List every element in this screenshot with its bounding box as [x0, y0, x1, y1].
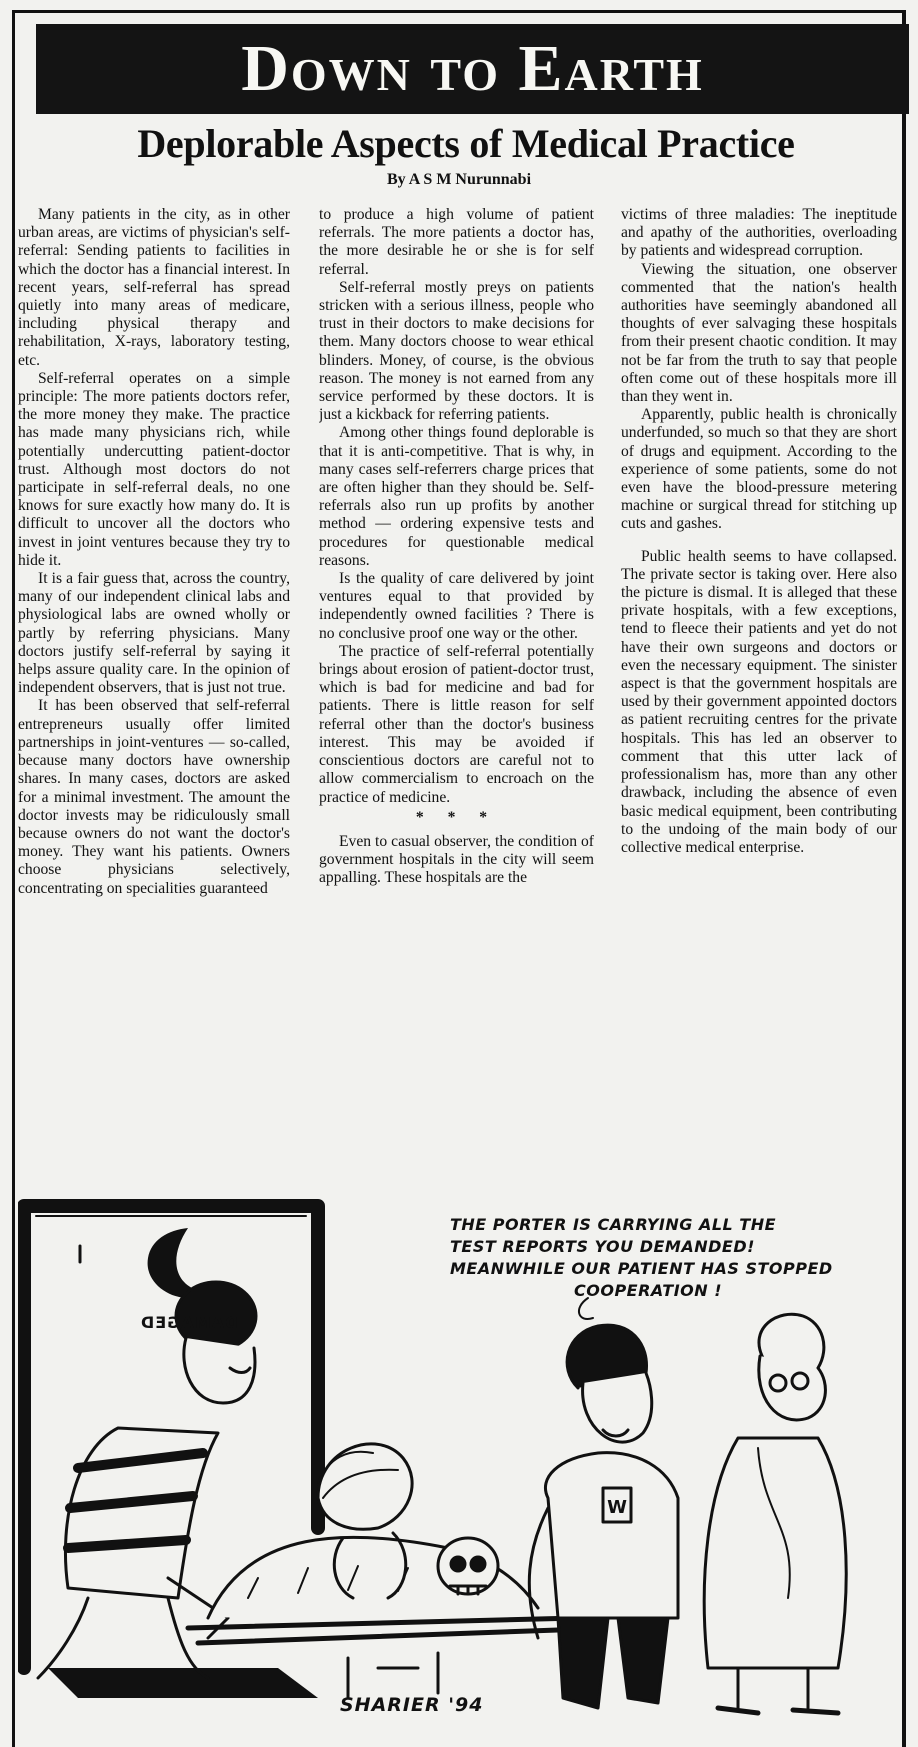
shirt-letter: W [607, 1497, 627, 1518]
paragraph: victims of three maladies: The ineptitude and apathy of the authorities, overloading by patients and widespread corruption. [621, 206, 897, 260]
caption-line: COOPERATION ! [574, 1281, 722, 1300]
section-divider: * * * [415, 808, 498, 826]
floor-shadow [48, 1668, 318, 1698]
paragraph: Even to casual observer, the condition of government hospitals in the city will seem appalling. These hospitals are the [319, 832, 594, 887]
door-sign: DAMAGED [140, 1313, 239, 1332]
paragraph: The practice of self-referral potentially brings about erosion of patient-doctor trust, which is bad for medicine and bad for patients. There is little reason for self referral other than the doctor's business interest. This may be avoided if conscientious doctors are careful not to allow commercialism to encroach on the practice of medicine. [319, 642, 594, 806]
paragraph: Self-referral mostly preys on patients stricken with a serious illness, people who trust in their doctors to make decisions for them. Many doctors choose to wear ethical blinders. Money, of course, is the obvious reason. The money is not earned from any service performed by these doctors. It is just a kickback for referring patients. [319, 278, 594, 424]
senior-doctor-figure [704, 1314, 846, 1713]
paragraph: It has been observed that self-referral entrepreneurs usually offer limited partnerships in joint-ventures — so-called, because many doctors have ownership shares. In many cases, doctors are asked for a minimal investment. The amount the doctor invests may be ridiculously small because owners do not want the doctor's money. They want his patients. Owners choose physicians selectively, concentrating on specialities guaranteed [18, 697, 290, 897]
paragraph: Viewing the situation, one observer commented that the nation's health authorities have seemingly abandoned all thoughts of ever salvaging these hospitals from their present chaotic condition. It may not be far from the truth to say that people often come out of these hospitals more ill than they went in. [621, 260, 897, 406]
caption-line: TEST REPORTS YOU DEMANDED! [450, 1237, 755, 1256]
paragraph: Among other things found deplorable is that it is anti-competitive. That is why, in many cases self-referrers charge prices that are often higher than they should be. Self-referrals also run up profits by another method — ordering expensive tests and procedures for questionable medical reasons. [319, 424, 594, 569]
skull-icon [438, 1538, 498, 1594]
doctor-figure [529, 1325, 678, 1708]
paragraph: Many patients in the city, as in other urban areas, are victims of physician's self-referral: Sending patients to facilities in which the doctor has a financial interest. In recent years, self-referral has spread quietly into many areas of medicare, including physical therapy and rehabilitation, X-rays, laboratory testing, etc. [18, 206, 290, 369]
porter-figure [38, 1282, 256, 1678]
article-column-2 [319, 206, 594, 1196]
cartoon-caption [450, 1214, 890, 1302]
article-headline: Deplorable Aspects of Medical Practice [137, 121, 795, 166]
article-column-3 [621, 206, 897, 1196]
caption-line: THE PORTER IS CARRYING ALL THE [450, 1215, 777, 1234]
caption-line: MEANWHILE OUR PATIENT HAS STOPPED [450, 1259, 833, 1278]
cartoonist-signature: SHARIER '94 [340, 1694, 484, 1716]
masthead-title: Down to Earth [241, 32, 704, 105]
article-byline: By A S M Nurunnabi [386, 171, 532, 188]
paragraph: Self-referral operates on a simple principle: The more patients doctors refer, the more money they make. The practice has made many physicians rich, while potentially undercutting patient-doctor trust. Although most doctors do not participate in self-referral deals, no one knows for sure exactly how many do. It is difficult to uncover all the doctors who invest in joint ventures because they try to hide it. [18, 369, 290, 569]
paragraph: Is the quality of care delivered by joint ventures equal to that provided by independently owned facilities ? There is no conclusive proof one way or the other. [319, 570, 594, 642]
paragraph: to produce a high volume of patient referrals. The more patients a doctor has, the more desirable he or she is for self referral. [319, 206, 594, 278]
paragraph: Public health seems to have collapsed. The private sector is taking over. Here also the picture is dismal. It is alleged that these private hospitals, with a few exceptions, tend to fleece their patients and yet do not have their own surgeons and doctors or even the necessary equipment. The sinister aspect is that the government hospitals are used by their government appointed doctors as patient recruiting centres for the private hospitals. This has led an observer to comment that this utter lack of professionalism has, more than any other drawback, including the absence of even basic medical equipment, been contributing to the undoing of the main body of our collective medical enterprise. [621, 547, 897, 856]
page-margin [906, 1200, 918, 1740]
paragraph: Apparently, public health is chronically underfunded, so much so that they are short of drugs and equipment. According to the experience of some patients, some do not even have the blood-pressure metering machine or surgical thread for stitching up cuts and gashes. [621, 406, 897, 533]
paragraph: It is a fair guess that, across the country, many of our independent clinical labs and physiological labs are owned wholly or partly by referring physicians. Many doctors justify self-referral by saying it helps assure quality care. In the opinion of independent observers, that is just not true. [18, 570, 290, 697]
masthead-banner [36, 24, 909, 114]
article-column-1 [18, 206, 290, 1196]
